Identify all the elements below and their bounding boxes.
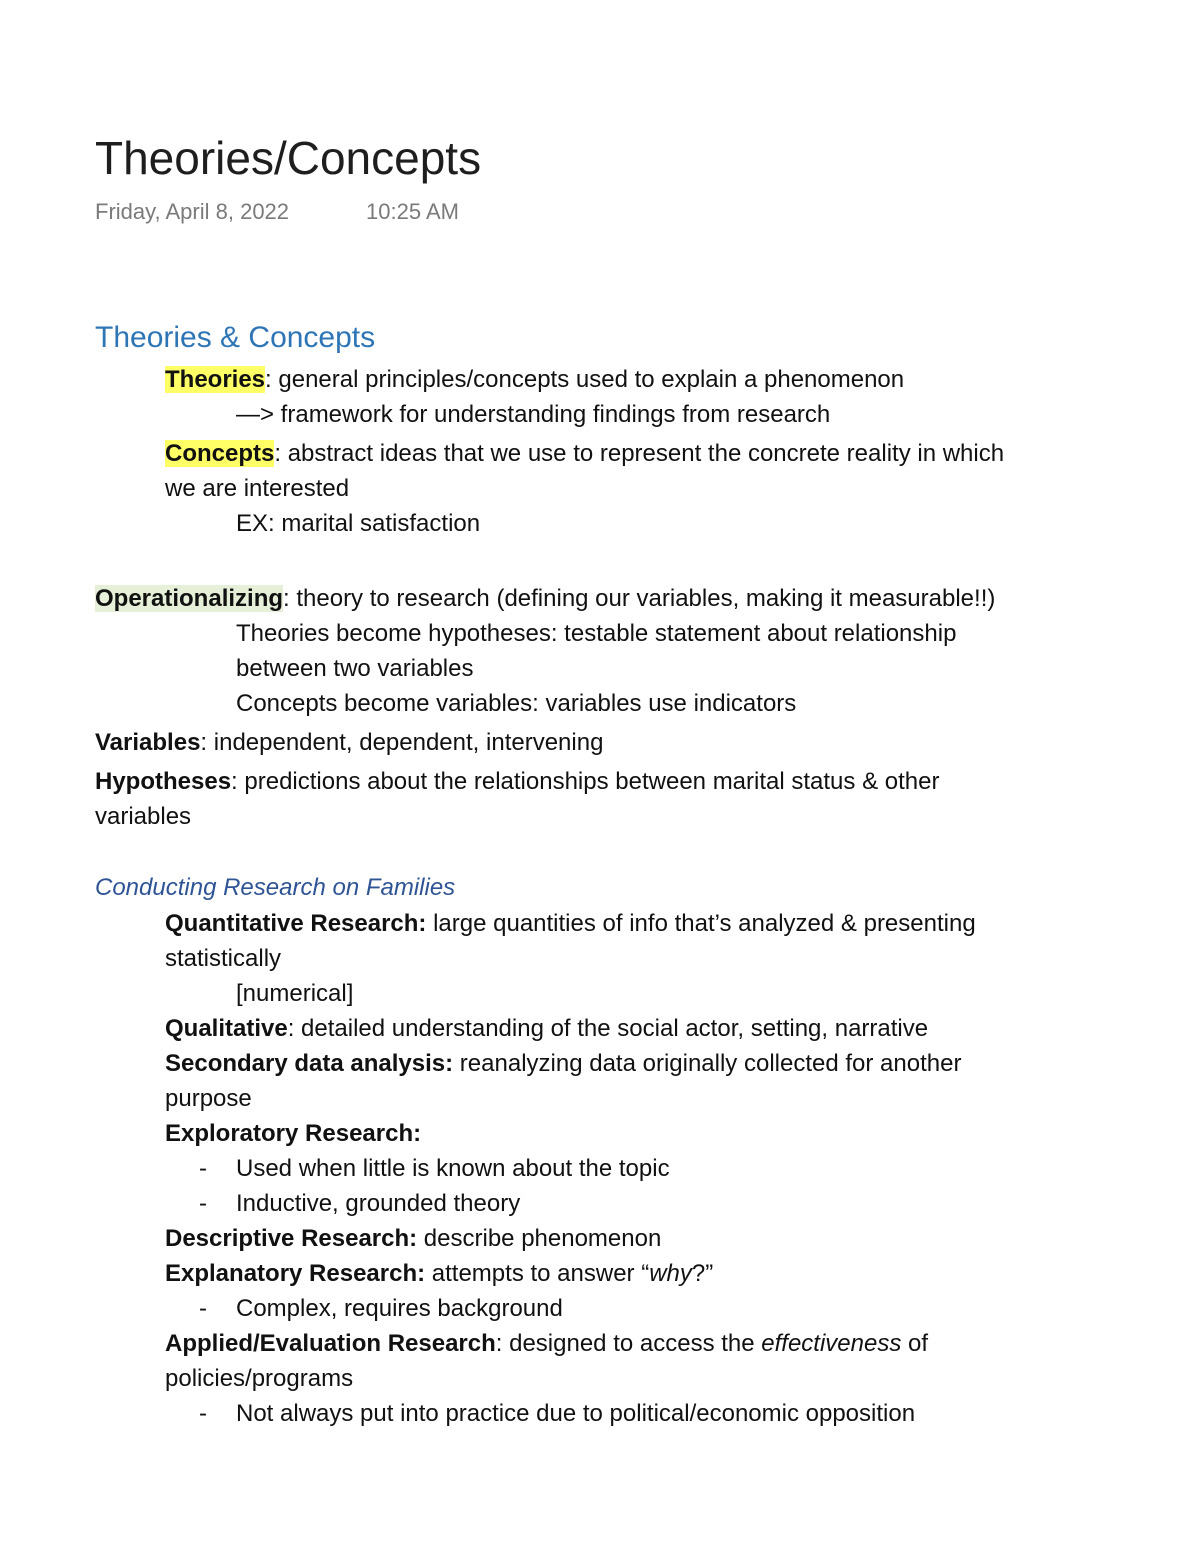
page-meta <box>95 199 459 225</box>
operationalizing-def-text: : theory to research (defining our variables, making it measurable!!) <box>283 585 996 612</box>
variables-definition <box>95 725 1125 760</box>
secondary-definition <box>95 1046 1125 1081</box>
heading-conducting-research: Conducting Research on Families <box>95 874 456 901</box>
list-item <box>95 1186 1125 1221</box>
variables-term: Variables <box>95 729 201 756</box>
exploratory-definition <box>95 1116 1125 1151</box>
explanatory-definition <box>95 1256 1125 1291</box>
quantitative-term: Quantitative Research: <box>165 910 427 937</box>
bullet-dash: - <box>199 1400 207 1427</box>
list-item <box>95 1291 1125 1326</box>
bullet-text: Not always put into practice due to political/economic opposition <box>236 1400 916 1427</box>
hypotheses-note-line2: between two variables <box>236 655 474 682</box>
variables-note: Concepts become variables: variables use indicators <box>236 690 797 717</box>
page-time: 10:25 AM <box>366 199 459 224</box>
quantitative-note: [numerical] <box>236 980 354 1007</box>
hypotheses-definition-cont: variables <box>95 803 192 830</box>
list-item <box>95 1151 1125 1186</box>
operationalizing-definition <box>95 581 1125 616</box>
exploratory-term: Exploratory Research: <box>165 1120 422 1147</box>
exploratory-bullet-list <box>95 1151 1125 1221</box>
quantitative-definition-cont: statistically <box>165 945 282 972</box>
operationalizing-term: Operationalizing <box>95 585 284 612</box>
bullet-text: Complex, requires background <box>236 1295 563 1322</box>
explanatory-def-post: ?” <box>691 1260 714 1287</box>
applied-definition <box>95 1326 1125 1361</box>
explanatory-bullet-list <box>95 1291 1125 1326</box>
secondary-term: Secondary data analysis: <box>165 1050 454 1077</box>
quantitative-definition <box>95 906 1125 941</box>
bullet-dash: - <box>199 1155 207 1182</box>
variables-def-text: : independent, dependent, intervening <box>200 729 604 756</box>
applied-definition-cont: policies/programs <box>165 1365 354 1392</box>
explanatory-def-pre: attempts to answer “ <box>425 1260 650 1287</box>
applied-term: Applied/Evaluation Research <box>165 1330 496 1357</box>
hypotheses-def-text: : predictions about the relationships between marital status & other <box>231 768 940 795</box>
concepts-term: Concepts <box>165 440 275 467</box>
quantitative-def-text: large quantities of info that’s analyzed & presenting <box>426 910 976 937</box>
theories-def-text: : general principles/concepts used to explain a phenomenon <box>265 366 905 393</box>
page-date: Friday, April 8, 2022 <box>95 199 290 224</box>
applied-def-pre: : designed to access the <box>495 1330 762 1357</box>
applied-def-emphasis: effectiveness <box>761 1330 902 1357</box>
applied-bullet-list <box>95 1396 1125 1431</box>
hypotheses-term: Hypotheses <box>95 768 232 795</box>
theories-definition <box>95 362 1125 397</box>
concepts-def-text: : abstract ideas that we use to represent the concrete reality in which <box>274 440 1005 467</box>
list-item <box>95 1396 1125 1431</box>
heading-theories-concepts: Theories & Concepts <box>95 321 376 354</box>
hypotheses-definition <box>95 764 1125 799</box>
bullet-dash: - <box>199 1295 207 1322</box>
qualitative-definition <box>95 1011 1125 1046</box>
descriptive-definition <box>95 1221 1125 1256</box>
secondary-definition-cont: purpose <box>165 1085 252 1112</box>
concepts-definition <box>95 436 1125 471</box>
theories-term: Theories <box>165 366 266 393</box>
note-body[interactable] <box>95 318 1125 1431</box>
concepts-example: EX: marital satisfaction <box>236 510 481 537</box>
bullet-text: Used when little is known about the topic <box>236 1155 670 1182</box>
qualitative-term: Qualitative <box>165 1015 288 1042</box>
theories-sub-note: —> framework for understanding findings from research <box>236 401 831 428</box>
explanatory-term: Explanatory Research: <box>165 1260 426 1287</box>
descriptive-def-text: describe phenomenon <box>417 1225 662 1252</box>
descriptive-term: Descriptive Research: <box>165 1225 418 1252</box>
hypotheses-note-line1: Theories become hypotheses: testable statement about relationship <box>236 620 957 647</box>
bullet-text: Inductive, grounded theory <box>236 1190 521 1217</box>
applied-def-post: of <box>901 1330 929 1357</box>
secondary-def-text: reanalyzing data originally collected for another <box>453 1050 962 1077</box>
qualitative-def-text: : detailed understanding of the social actor, setting, narrative <box>287 1015 929 1042</box>
page-title: Theories/Concepts <box>95 132 482 184</box>
explanatory-def-emphasis: why <box>649 1260 692 1287</box>
bullet-dash: - <box>199 1190 207 1217</box>
concepts-definition-cont: we are interested <box>165 475 350 502</box>
